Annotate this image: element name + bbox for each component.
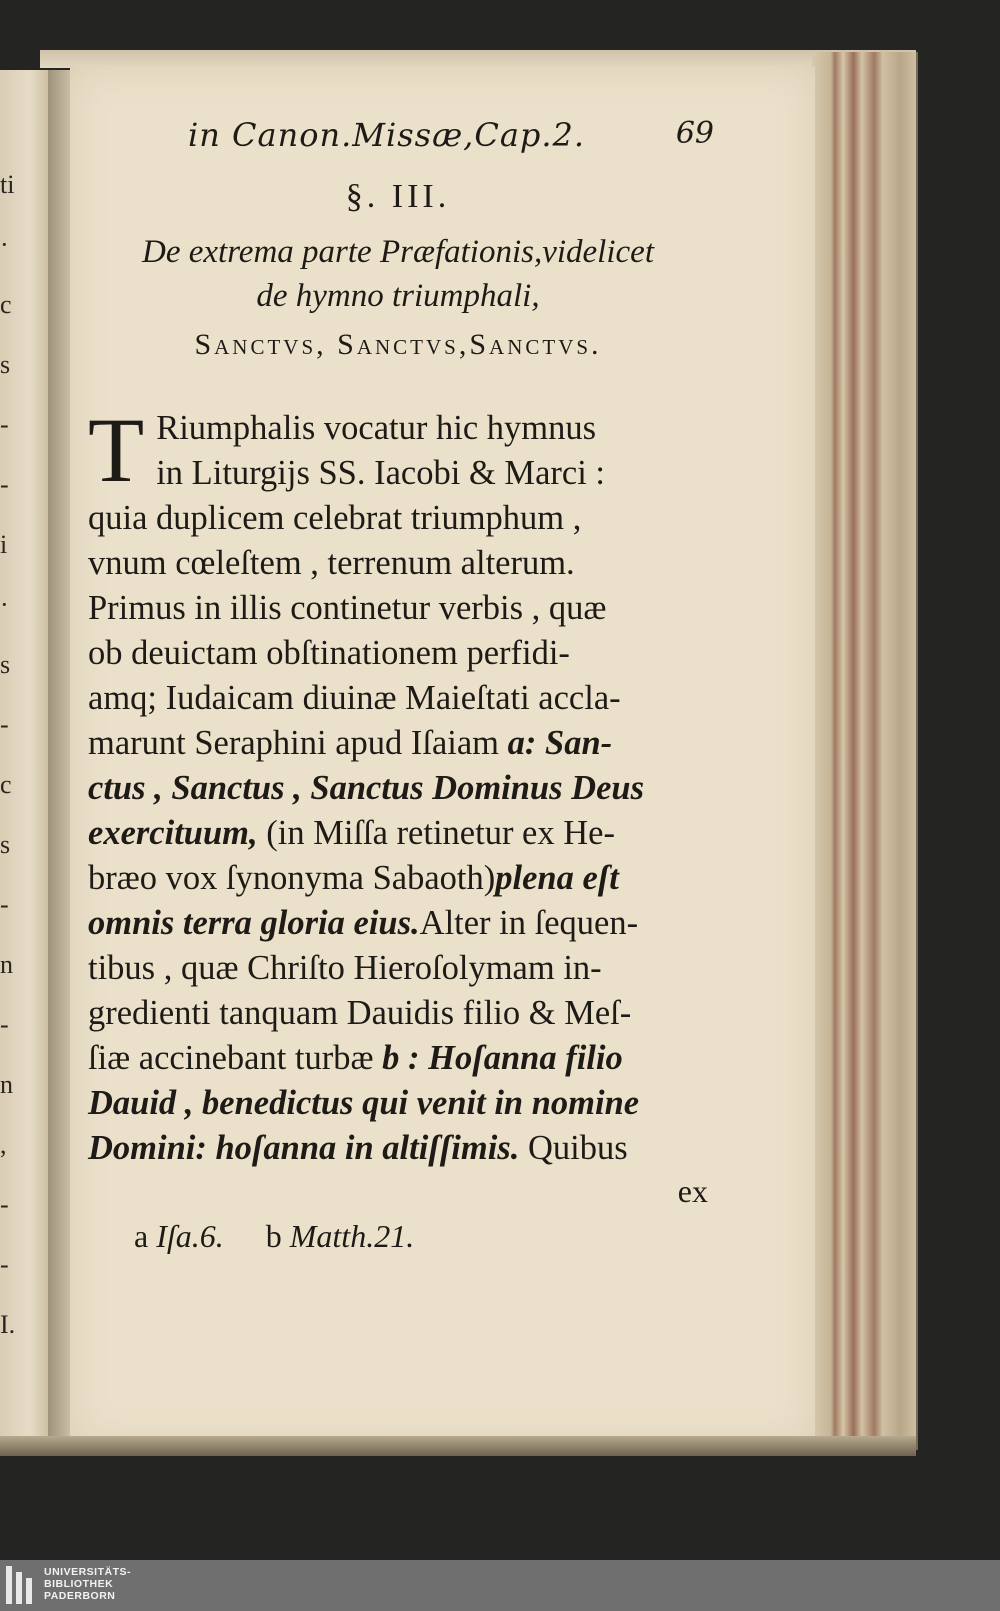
- left-page-fragments: [0, 70, 50, 1445]
- body-italic-span: omnis terra gloria eius.: [88, 904, 420, 942]
- reference-a: [134, 1218, 224, 1254]
- left-page-fragment: n: [0, 1070, 13, 1099]
- left-page-edge: [0, 70, 52, 1445]
- catchword: ex: [677, 1173, 708, 1209]
- body-line: Riumphalis vocatur hic hymnus: [156, 409, 597, 447]
- body-italic-span: plena eſt: [495, 859, 619, 897]
- heading-line-2: de hymno triumphali,: [256, 278, 540, 314]
- reference-a-text: Iſa.6.: [156, 1218, 224, 1254]
- left-page-fragment: -: [0, 1250, 9, 1279]
- body-text-span: ſiæ accinebant turbæ: [88, 1039, 383, 1077]
- body-line: [88, 1126, 708, 1171]
- left-page-fragment: -: [0, 890, 9, 919]
- body-italic-span: a: San-: [507, 724, 613, 762]
- book-bottom-edge: [0, 1436, 916, 1456]
- library-logo-icon: [6, 1566, 32, 1604]
- body-line: [88, 1036, 708, 1081]
- body-text-span: (in Miſſa retinetur ex He-: [257, 814, 615, 852]
- running-head: [88, 110, 714, 160]
- body-italic-span: Domini: hoſanna in altiſſimis.: [88, 1129, 520, 1167]
- body-line: [88, 901, 708, 946]
- reference-b-mark: b: [265, 1218, 290, 1254]
- left-page-fragment: -: [0, 470, 9, 499]
- left-page-fragment: i: [0, 530, 8, 559]
- left-page-fragment: s: [0, 350, 11, 379]
- body-line: [88, 811, 708, 856]
- left-page-fragment: -: [0, 710, 9, 739]
- page-edges-stack: [812, 52, 918, 1450]
- body-line: quia duplicem celebrat triumphum ,: [88, 499, 582, 537]
- body-line: [88, 856, 708, 901]
- left-page-fragment: s: [0, 650, 11, 679]
- heading-line-1: De extrema parte Præfationis,videlicet: [142, 234, 654, 270]
- body-line: in Liturgijs SS. Iacobi & Marci :: [156, 454, 605, 492]
- section-number: §. III.: [345, 178, 451, 215]
- drop-cap: T: [88, 399, 145, 501]
- left-page-fragment: ti: [0, 170, 15, 199]
- body-text-span: marunt Seraphini apud Iſaiam: [88, 724, 508, 762]
- body-line: ob deuictam obſtinationem perfidi-: [88, 634, 570, 672]
- left-page-fragment: c: [0, 290, 12, 319]
- library-logo[interactable]: [6, 1566, 131, 1606]
- left-page-fragment: ·: [0, 590, 9, 619]
- reference-b: [266, 1218, 414, 1254]
- page-number: 69: [675, 116, 714, 151]
- body-line: tibus , quæ Chriſto Hieroſolymam in-: [88, 949, 602, 987]
- body-italic-span: b : Hoſanna filio: [382, 1039, 623, 1077]
- page-text-block: [88, 110, 714, 1255]
- left-page-fragment: -: [0, 410, 9, 439]
- body-line: Dauid , benedictus qui venit in nomine: [88, 1084, 640, 1122]
- logo-line-1: UNIVERSITÄTS-: [44, 1566, 132, 1578]
- body-text-span: Alter in ſequen-: [419, 904, 639, 942]
- left-page-fragment: n: [0, 950, 13, 979]
- left-page-fragment: -: [0, 1190, 9, 1219]
- library-logo-text: [44, 1566, 131, 1602]
- body-line: gredienti tanquam Dauidis filio & Meſ-: [88, 994, 632, 1032]
- body-line: Primus in illis continetur verbis , quæ: [88, 589, 607, 627]
- reference-a-mark: a: [134, 1218, 157, 1254]
- body-text-span: bræo vox ſynonyma Sabaoth): [88, 859, 496, 897]
- left-page-fragment: I.: [0, 1310, 16, 1339]
- left-page-fragment: ·: [0, 230, 9, 259]
- left-page-fragment: c: [0, 770, 12, 799]
- left-page-fragment: ,: [0, 1130, 7, 1159]
- library-footer-bar: [0, 1560, 1000, 1611]
- marginal-references: [88, 1218, 708, 1255]
- logo-line-2: BIBLIOTHEK: [44, 1578, 114, 1590]
- body-line: amq; Iudaicam diuinæ Maieſtati accla-: [88, 679, 621, 717]
- section-subtitle: Sanctvs, Sanctvs,Sanctvs.: [194, 328, 602, 361]
- body-text-span: Quibus: [519, 1129, 628, 1167]
- left-page-fragment: -: [0, 1010, 9, 1039]
- body-italic-span: exercituum,: [88, 814, 258, 852]
- left-page-fragment: s: [0, 830, 11, 859]
- section-heading: [88, 230, 708, 318]
- body-line: ctus , Sanctus , Sanctus Dominus Deus: [88, 769, 645, 807]
- reference-b-text: Matth.21.: [289, 1218, 415, 1254]
- body-text: [88, 399, 708, 1171]
- logo-line-3: PADERBORN: [44, 1590, 116, 1602]
- body-line: [88, 721, 708, 766]
- body-line: vnum cœleſtem , terrenum alterum.: [88, 544, 575, 582]
- running-head-title: in Canon.Missæ,Cap.2.: [188, 116, 586, 154]
